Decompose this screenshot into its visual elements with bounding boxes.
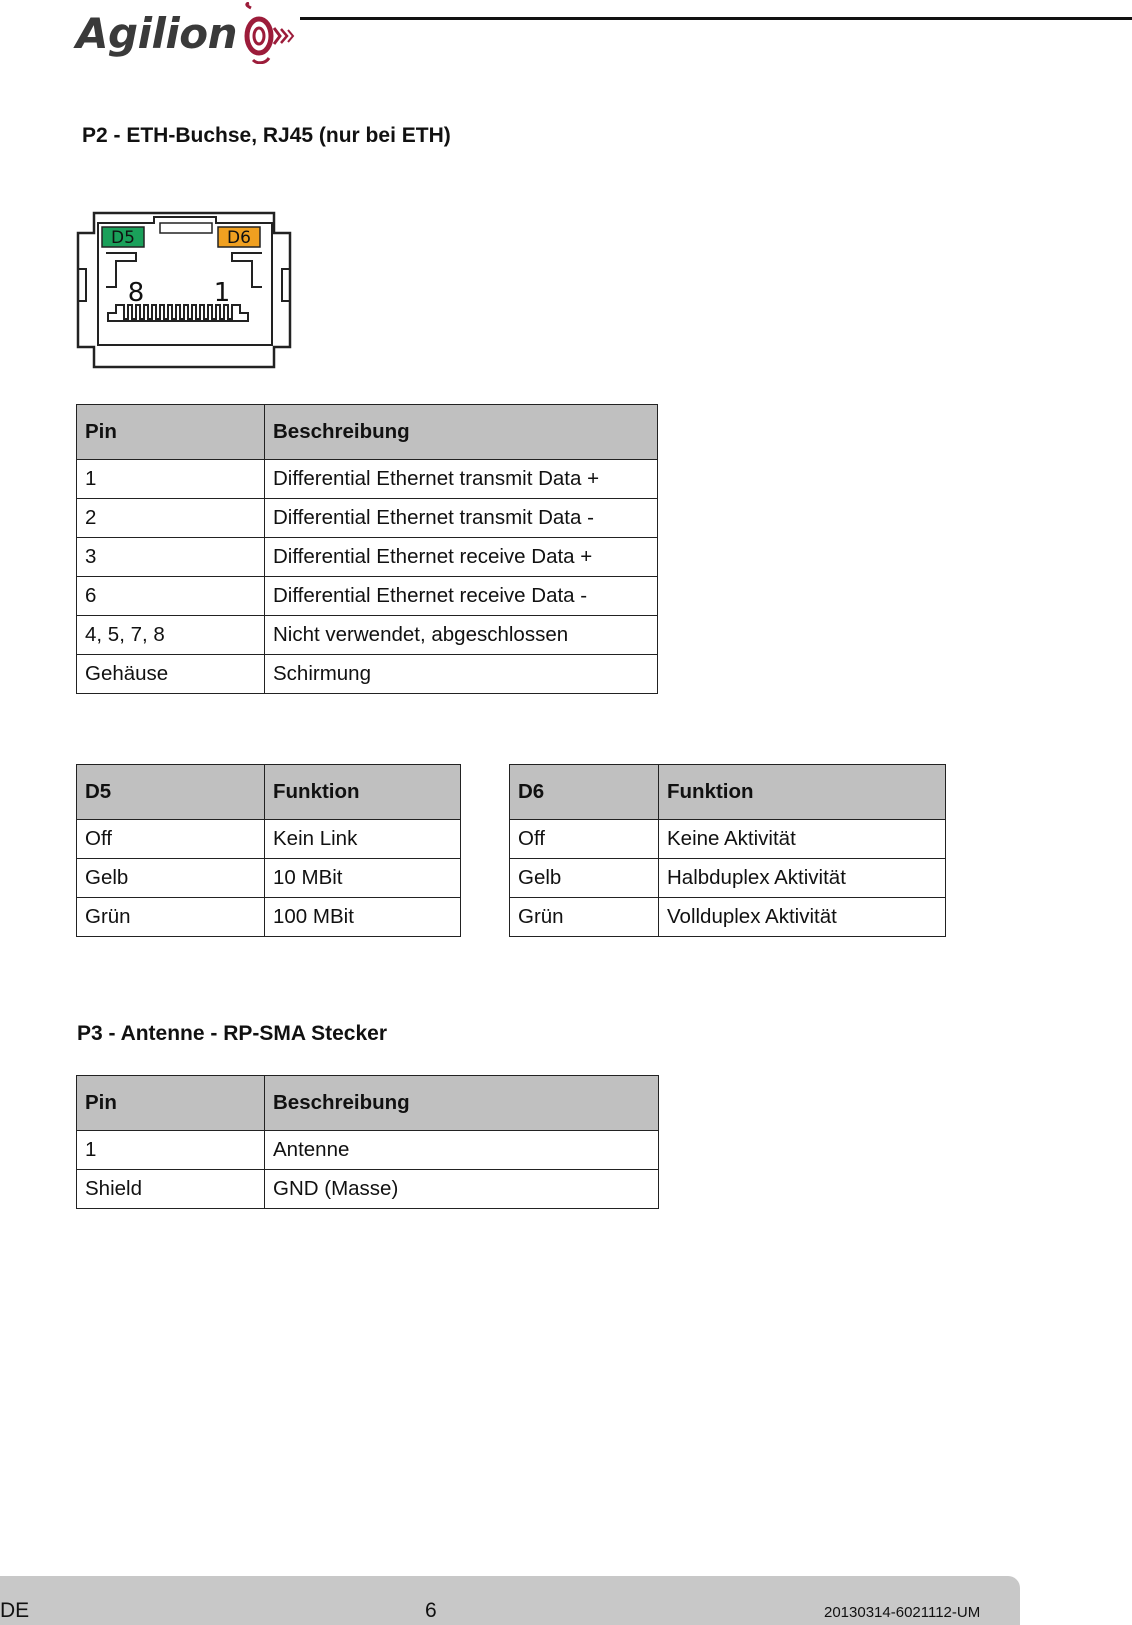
state-cell: Gelb bbox=[510, 859, 659, 898]
description-cell: Antenne bbox=[265, 1131, 659, 1170]
state-cell: Grün bbox=[510, 898, 659, 937]
table-row bbox=[77, 616, 658, 655]
led-d5-label: D5 bbox=[111, 228, 135, 248]
pin-cell: 1 bbox=[77, 460, 265, 499]
pin-cell: 3 bbox=[77, 538, 265, 577]
table-row bbox=[77, 1131, 659, 1170]
pin-cell: 2 bbox=[77, 499, 265, 538]
pin-cell: Shield bbox=[77, 1170, 265, 1209]
footer-document-id: 20130314-6021112-UM bbox=[824, 1604, 981, 1621]
column-header: Beschreibung bbox=[265, 1076, 659, 1131]
p3-pin-table bbox=[76, 1075, 659, 1209]
state-cell: Off bbox=[77, 820, 265, 859]
column-header: D5 bbox=[77, 765, 265, 820]
function-cell: Kein Link bbox=[265, 820, 461, 859]
pin-cell: 1 bbox=[77, 1131, 265, 1170]
table-row bbox=[77, 655, 658, 694]
table-header-row bbox=[77, 1076, 659, 1131]
description-cell: Differential Ethernet transmit Data + bbox=[265, 460, 658, 499]
column-header: Funktion bbox=[265, 765, 461, 820]
header-rule bbox=[300, 17, 1132, 20]
description-cell: Differential Ethernet receive Data - bbox=[265, 577, 658, 616]
table-row bbox=[77, 499, 658, 538]
table-row bbox=[510, 820, 946, 859]
table-header-row bbox=[510, 765, 946, 820]
pin-cell: 4, 5, 7, 8 bbox=[77, 616, 265, 655]
table-header-row bbox=[77, 405, 658, 460]
logo-text: Agilion bbox=[76, 8, 238, 58]
logo-signal-icon bbox=[243, 2, 301, 64]
description-cell: Nicht verwendet, abgeschlossen bbox=[265, 616, 658, 655]
p3-section-title: P3 - Antenne - RP-SMA Stecker bbox=[77, 1022, 388, 1045]
table-row bbox=[77, 859, 461, 898]
function-cell: Keine Aktivität bbox=[659, 820, 946, 859]
pin-1-label: 1 bbox=[213, 278, 231, 308]
state-cell: Off bbox=[510, 820, 659, 859]
state-cell: Gelb bbox=[77, 859, 265, 898]
function-cell: Vollduplex Aktivität bbox=[659, 898, 946, 937]
function-cell: 10 MBit bbox=[265, 859, 461, 898]
table-row bbox=[77, 1170, 659, 1209]
function-cell: 100 MBit bbox=[265, 898, 461, 937]
p2-section-title: P2 - ETH-Buchse, RJ45 (nur bei ETH) bbox=[82, 124, 451, 147]
column-header: Funktion bbox=[659, 765, 946, 820]
pin-cell: 6 bbox=[77, 577, 265, 616]
column-header: Beschreibung bbox=[265, 405, 658, 460]
table-row bbox=[77, 577, 658, 616]
agilion-logo bbox=[76, 0, 301, 66]
table-row bbox=[77, 898, 461, 937]
table-header-row bbox=[77, 765, 461, 820]
pin-8-label: 8 bbox=[127, 278, 145, 308]
column-header: Pin bbox=[77, 405, 265, 460]
column-header: Pin bbox=[77, 1076, 265, 1131]
footer-page-number: 6 bbox=[425, 1599, 437, 1622]
table-row bbox=[510, 898, 946, 937]
table-row bbox=[77, 460, 658, 499]
table-row bbox=[77, 538, 658, 577]
description-cell: Schirmung bbox=[265, 655, 658, 694]
page-footer bbox=[0, 1576, 1020, 1625]
d6-function-table bbox=[509, 764, 946, 937]
footer-language: DE bbox=[0, 1599, 30, 1622]
rj45-connector-diagram bbox=[76, 209, 292, 371]
table-row bbox=[510, 859, 946, 898]
state-cell: Grün bbox=[77, 898, 265, 937]
pin-cell: Gehäuse bbox=[77, 655, 265, 694]
led-d6-label: D6 bbox=[227, 228, 251, 248]
description-cell: GND (Masse) bbox=[265, 1170, 659, 1209]
function-cell: Halbduplex Aktivität bbox=[659, 859, 946, 898]
description-cell: Differential Ethernet transmit Data - bbox=[265, 499, 658, 538]
p2-pin-table bbox=[76, 404, 658, 694]
description-cell: Differential Ethernet receive Data + bbox=[265, 538, 658, 577]
table-row bbox=[77, 820, 461, 859]
column-header: D6 bbox=[510, 765, 659, 820]
d5-function-table bbox=[76, 764, 461, 937]
